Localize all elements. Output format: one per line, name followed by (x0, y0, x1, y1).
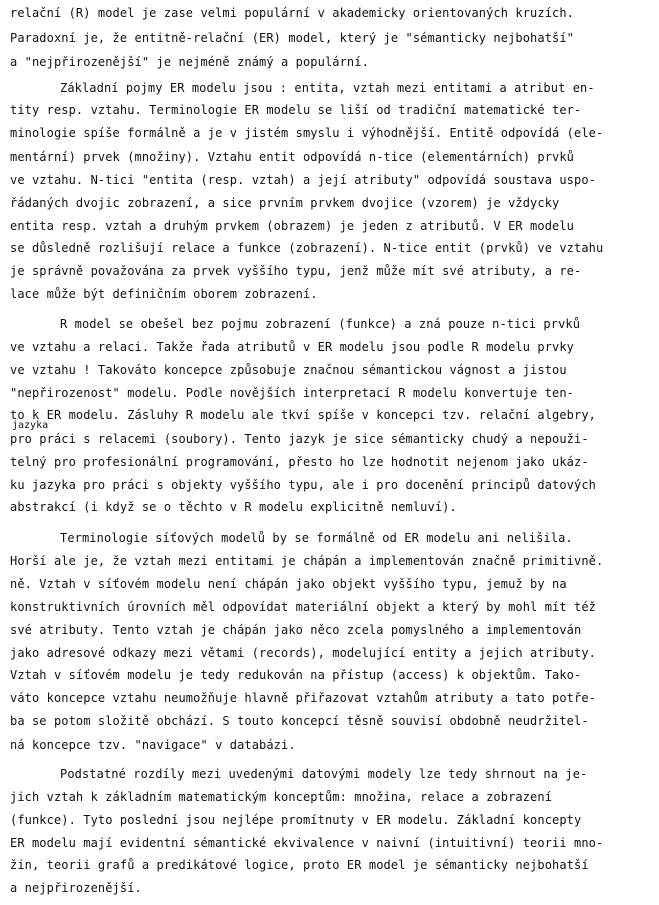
text-line: Terminologie síťových modelů by se formálně od ER modelu ani nelišila. (60, 531, 573, 545)
text-line: a nejpřirozenější. (10, 881, 142, 895)
text-line: jako adresové odkazy mezi větami (records), modelující entity a jejich atributy. (10, 646, 596, 660)
text-line: ba se potom složitě obchází. S touto koncepcí těsně souvisí obdobně neudržitel- (10, 714, 589, 728)
text-line: ve vztahu. N-tici "entita (resp. vztah) a její atributy" odpovídá soustava uspo- (10, 173, 596, 187)
text-line: žin, teorii grafů a predikátové logice, proto ER model je sémanticky nejbohatší (10, 858, 589, 872)
text-line: R model se obešel bez pojmu zobrazení (funkce) a zná pouze n-tici prvků (60, 317, 581, 331)
text-line: telný pro profesionální programování, přesto ho lze hodnotit nejenom jako ukáz- (10, 455, 589, 469)
text-line: ve vztahu ! Takováto koncepce způsobuje značnou sémantickou vágnost a jistou (10, 363, 567, 377)
text-line: entita resp. vztah a druhým prvkem (obrazem) je jeden z atributů. V ER modelu (10, 219, 574, 233)
handwritten-margin-note: jazyka (12, 420, 49, 431)
text-line: ná koncepce tzv. "navigace" v databázi. (10, 738, 296, 752)
text-line: ER modelu mají evidentní sémantické ekvivalence v naivní (intuitivní) teorii mno- (10, 836, 604, 850)
text-line: tity resp. vztahu. Terminologie ER modelu se liší od tradiční matematické ter- (10, 103, 582, 117)
text-line: mentární) prvek (množiny). Vztahu entit odpovídá n-tice (elementárních) prvků (10, 150, 574, 164)
text-line: Základní pojmy ER modelu jsou : entita, vztah mezi entitami a atribut en- (60, 81, 595, 95)
text-line: se důsledně rozlišují relace a funkce (zobrazení). N-tice entit (prvků) ve vztahu (10, 241, 604, 255)
text-line: a "nejpřirozenější" je nejméně známý a populární. (10, 55, 369, 69)
text-line: je správně považována za prvek vyššího typu, jenž může mít své atributy, a re- (10, 264, 582, 278)
text-line: abstrakcí (i když se o těchto v R modelu explicitně nemluví). (10, 500, 457, 514)
text-line: ve vztahu a relaci. Takže řada atributů v ER modelu jsou podle R modelu prvky (10, 340, 574, 354)
text-line: váto koncepce vztahu neumožňuje hlavně přiřazovat vztahům atributy a tato potře- (10, 691, 596, 705)
text-line: Vztah v síťovém modelu je tedy redukován na přístup (access) k objektům. Tako- (10, 668, 582, 682)
text-line: (funkce). Tyto poslední jsou nejlépe promítnuty v ER modelu. Základní koncepty (10, 813, 582, 827)
text-line: Podstatné rozdíly mezi uvedenými datovými modely lze tedy shrnout na je- (60, 767, 588, 781)
text-line: pro práci s relacemi (soubory). Tento jazyk je sice sémanticky chudý a nepouži- (10, 432, 589, 446)
text-line: ně. Vztah v síťovém modelu není chápán jako objekt vyššího typu, jemuž by na (10, 577, 567, 591)
text-line: řádaných dvojic zobrazení, a sice prvním prvkem dvojice (vzorem) je vždycky (10, 196, 560, 210)
text-line: Horší ale je, že vztah mezi entitami je chápán a implementován značně primitivně. (10, 554, 604, 568)
text-line: jich vztah k základním matematickým konceptům: množina, relace a zobrazení (10, 790, 553, 804)
text-line: minologie spíše formálně a je v jistém smyslu i výhodnější. Entitě odpovídá (ele- (10, 126, 604, 140)
text-line: to k ER modelu. Zásluhy R modelu ale tkví spíše v koncepci tzv. relační algebry, (10, 408, 596, 422)
text-line: své atributy. Tento vztah je chápán jako něco zcela pomyslného a implementován (10, 623, 582, 637)
text-line: relační (R) model je zase velmi populární v akademicky orientovaných kruzích. (10, 6, 574, 20)
text-line: lace může být definičním oborem zobrazení. (10, 287, 318, 301)
text-line: "nepřirozenost" modelu. Podle novějších interpretací R modelu konvertuje ten- (10, 386, 574, 400)
text-line: Paradoxní je, že entitně-relační (ER) model, který je "sémanticky nejbohatší" (10, 31, 574, 45)
text-line: konstruktivních úrovních měl odpovídat materiální objekt a který by mohl mít též (10, 600, 596, 614)
text-line: ku jazyka pro práci s objekty vyššího typu, ale i pro docenění principů datových (10, 478, 596, 492)
